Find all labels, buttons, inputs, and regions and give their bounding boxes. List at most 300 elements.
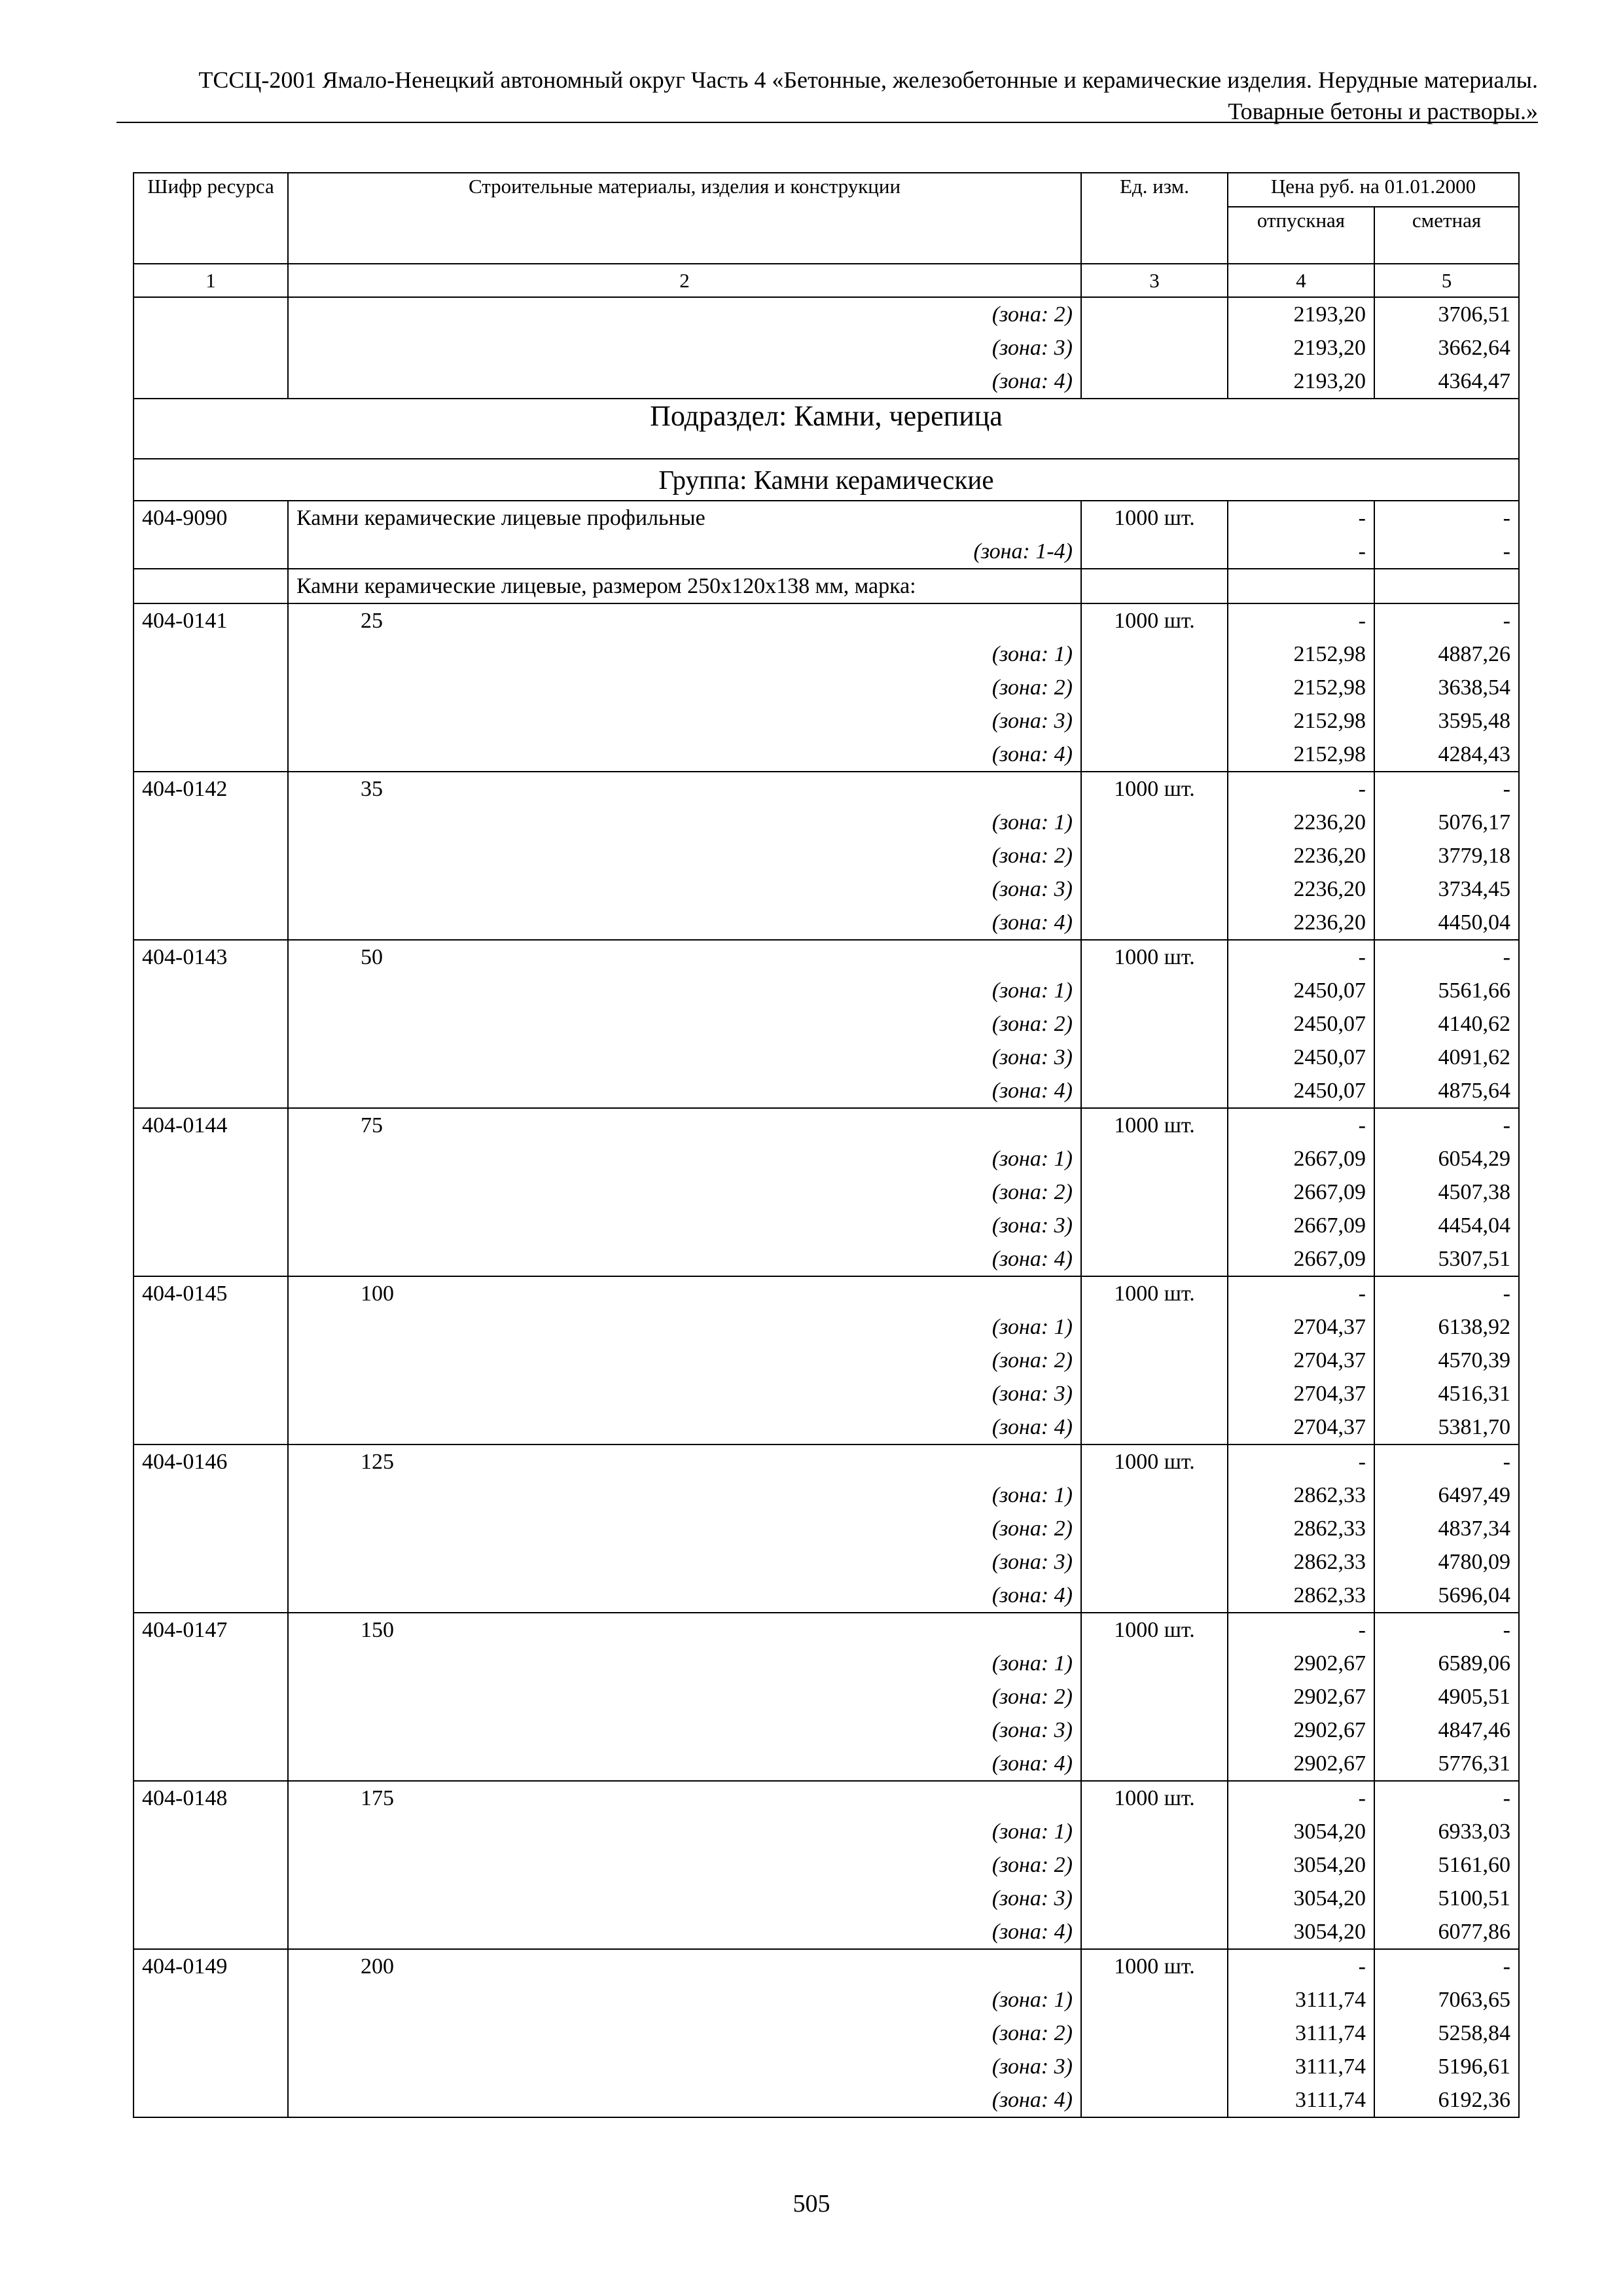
estimate-price: - <box>1374 940 1519 974</box>
release-price: - <box>1228 501 1374 535</box>
zone-label: (зона: 1) <box>288 1142 1081 1175</box>
zone-row <box>134 1680 1519 1713</box>
estimate-price: 4570,39 <box>1374 1344 1519 1377</box>
unit-cell <box>1081 1479 1228 1512</box>
estimate-price: 4140,62 <box>1374 1007 1519 1041</box>
table-row <box>134 501 1519 535</box>
zone-row <box>134 1142 1519 1175</box>
carry-over-row <box>134 365 1519 399</box>
estimate-price: 4450,04 <box>1374 906 1519 940</box>
table-row <box>134 1444 1519 1479</box>
code-cell <box>134 2083 288 2117</box>
zone-label: (зона: 2) <box>288 1680 1081 1713</box>
estimate-price: 4847,46 <box>1374 1713 1519 1747</box>
zone-label: (зона: 3) <box>288 1041 1081 1074</box>
mark-value: 125 <box>288 1444 1081 1479</box>
unit-cell <box>1081 671 1228 704</box>
release-price: - <box>1228 1613 1374 1647</box>
estimate-price: 4284,43 <box>1374 738 1519 772</box>
release-price: 2704,37 <box>1228 1344 1374 1377</box>
unit-cell <box>1081 365 1228 399</box>
estimate-price: 6192,36 <box>1374 2083 1519 2117</box>
release-price: 3054,20 <box>1228 1915 1374 1949</box>
estimate-price: 6497,49 <box>1374 1479 1519 1512</box>
unit-cell <box>1081 906 1228 940</box>
zone-label: (зона: 4) <box>288 906 1081 940</box>
estimate-price: 5196,61 <box>1374 2050 1519 2083</box>
unit-cell <box>1081 1310 1228 1344</box>
zone-label: (зона: 4) <box>288 2083 1081 2117</box>
document-header <box>116 64 1538 127</box>
release-price: 2902,67 <box>1228 1713 1374 1747</box>
zone-label: (зона: 4) <box>288 1915 1081 1949</box>
release-price: 3054,20 <box>1228 1882 1374 1915</box>
release-price: 2862,33 <box>1228 1579 1374 1613</box>
release-price: 2450,07 <box>1228 1041 1374 1074</box>
estimate-price: - <box>1374 1108 1519 1142</box>
group-title: Группа: Камни керамические <box>134 459 1519 501</box>
code-cell <box>134 1479 288 1512</box>
release-price: 2152,98 <box>1228 704 1374 738</box>
zone-row <box>134 1647 1519 1680</box>
unit-cell <box>1081 806 1228 839</box>
zone-label: (зона: 2) <box>288 297 1081 331</box>
release-price: 2152,98 <box>1228 671 1374 704</box>
release-price: 3111,74 <box>1228 2050 1374 2083</box>
code-cell <box>134 1545 288 1579</box>
estimate-price: 5776,31 <box>1374 1747 1519 1781</box>
unit-cell <box>1081 1545 1228 1579</box>
zone-row <box>134 1713 1519 1747</box>
unit-cell: 1000 шт. <box>1081 1444 1228 1479</box>
unit-cell <box>1081 974 1228 1007</box>
unit-cell: 1000 шт. <box>1081 1613 1228 1647</box>
mark-value: 25 <box>288 603 1081 637</box>
release-price: 2667,09 <box>1228 1242 1374 1276</box>
estimate-price: 3779,18 <box>1374 839 1519 872</box>
zone-row <box>134 906 1519 940</box>
unit-cell <box>1081 1848 1228 1882</box>
release-price: 2193,20 <box>1228 331 1374 365</box>
unit-cell: 1000 шт. <box>1081 940 1228 974</box>
table-row <box>134 1276 1519 1310</box>
zone-label: (зона: 4) <box>288 1747 1081 1781</box>
unit-cell <box>1081 2050 1228 2083</box>
release-price: 2152,98 <box>1228 738 1374 772</box>
release-price: - <box>1228 603 1374 637</box>
code-cell <box>134 2050 288 2083</box>
table-row <box>134 1613 1519 1647</box>
zone-row <box>134 1041 1519 1074</box>
resource-code: 404-0149 <box>134 1949 288 1983</box>
unit-cell <box>1081 1410 1228 1444</box>
unit-cell <box>1081 1747 1228 1781</box>
release-price: 2862,33 <box>1228 1545 1374 1579</box>
zone-label: (зона: 2) <box>288 1007 1081 1041</box>
unit-cell <box>1081 1209 1228 1242</box>
estimate-price: 5381,70 <box>1374 1410 1519 1444</box>
release-price: 2193,20 <box>1228 297 1374 331</box>
unit-cell: 1000 шт. <box>1081 501 1228 535</box>
release-price: 2236,20 <box>1228 839 1374 872</box>
zone-label: (зона: 2) <box>288 1175 1081 1209</box>
estimate-price: 3595,48 <box>1374 704 1519 738</box>
code-cell <box>134 1983 288 2017</box>
resource-code: 404-0147 <box>134 1613 288 1647</box>
unit-cell <box>1081 1983 1228 2017</box>
estimate-price: 6054,29 <box>1374 1142 1519 1175</box>
estimate-price: 4364,47 <box>1374 365 1519 399</box>
zone-row <box>134 1545 1519 1579</box>
table-row <box>134 1949 1519 1983</box>
release-price: 2902,67 <box>1228 1680 1374 1713</box>
column-header-release: отпускная <box>1228 207 1374 264</box>
zone-row <box>134 1983 1519 2017</box>
column-header-price: Цена руб. на 01.01.2000 <box>1228 173 1519 207</box>
code-cell <box>134 1310 288 1344</box>
carry-over-row <box>134 297 1519 331</box>
estimate-price: 5696,04 <box>1374 1579 1519 1613</box>
unit-cell: 1000 шт. <box>1081 1781 1228 1815</box>
release-price: 2450,07 <box>1228 1007 1374 1041</box>
unit-cell <box>1081 1007 1228 1041</box>
column-number: 3 <box>1081 264 1228 297</box>
code-cell <box>134 839 288 872</box>
group-row <box>134 459 1519 501</box>
zone-row <box>134 1209 1519 1242</box>
estimate-price: 7063,65 <box>1374 1983 1519 2017</box>
estimate-price <box>1374 569 1519 603</box>
zone-label: (зона: 3) <box>288 1545 1081 1579</box>
unit-cell <box>1081 1882 1228 1915</box>
zone-row <box>134 1074 1519 1108</box>
carry-over-row <box>134 331 1519 365</box>
estimate-price: - <box>1374 501 1519 535</box>
zone-label: (зона: 2) <box>288 839 1081 872</box>
unit-cell <box>1081 1713 1228 1747</box>
release-price: 2704,37 <box>1228 1410 1374 1444</box>
unit-cell <box>1081 738 1228 772</box>
resource-code: 404-0146 <box>134 1444 288 1479</box>
mark-value: 100 <box>288 1276 1081 1310</box>
estimate-price: 5307,51 <box>1374 1242 1519 1276</box>
estimate-price: 3638,54 <box>1374 671 1519 704</box>
code-cell <box>134 2017 288 2050</box>
estimate-price: 6138,92 <box>1374 1310 1519 1344</box>
unit-cell <box>1081 872 1228 906</box>
release-price <box>1228 569 1374 603</box>
release-price: - <box>1228 1108 1374 1142</box>
zone-row <box>134 1344 1519 1377</box>
table-row <box>134 772 1519 806</box>
unit-cell: 1000 шт. <box>1081 603 1228 637</box>
unit-cell <box>1081 2083 1228 2117</box>
estimate-price: - <box>1374 772 1519 806</box>
release-price: 3111,74 <box>1228 2083 1374 2117</box>
estimate-price: 3734,45 <box>1374 872 1519 906</box>
estimate-price: - <box>1374 1949 1519 1983</box>
zone-row <box>134 974 1519 1007</box>
code-cell <box>134 297 288 331</box>
code-cell <box>134 738 288 772</box>
zone-row <box>134 1007 1519 1041</box>
heading-row <box>134 569 1519 603</box>
material-name: Камни керамические лицевые профильные <box>288 501 1081 535</box>
estimate-price: 4454,04 <box>1374 1209 1519 1242</box>
zone-row <box>134 637 1519 671</box>
subsection-title: Подраздел: Камни, черепица <box>134 399 1519 459</box>
zone-row <box>134 2017 1519 2050</box>
code-cell <box>134 704 288 738</box>
release-price: - <box>1228 1276 1374 1310</box>
code-cell <box>134 535 288 569</box>
zone-row <box>134 1310 1519 1344</box>
column-number: 4 <box>1228 264 1374 297</box>
unit-cell <box>1081 637 1228 671</box>
code-cell <box>134 331 288 365</box>
price-table <box>133 172 1520 2118</box>
estimate-price: 4875,64 <box>1374 1074 1519 1108</box>
code-cell <box>134 806 288 839</box>
zone-label: (зона: 2) <box>288 2017 1081 2050</box>
zone-label: (зона: 1) <box>288 1479 1081 1512</box>
column-header-name: Строительные материалы, изделия и конструкции <box>288 173 1081 264</box>
unit-cell <box>1081 569 1228 603</box>
resource-code: 404-0143 <box>134 940 288 974</box>
code-cell <box>134 569 288 603</box>
zone-row <box>134 1242 1519 1276</box>
zone-row <box>134 872 1519 906</box>
resource-code: 404-0142 <box>134 772 288 806</box>
code-cell <box>134 1747 288 1781</box>
release-price: 2902,67 <box>1228 1647 1374 1680</box>
code-cell <box>134 906 288 940</box>
zone-row <box>134 2050 1519 2083</box>
code-cell <box>134 1344 288 1377</box>
zone-row <box>134 1479 1519 1512</box>
code-cell <box>134 1074 288 1108</box>
unit-cell <box>1081 1579 1228 1613</box>
zone-label: (зона: 3) <box>288 2050 1081 2083</box>
estimate-price: - <box>1374 535 1519 569</box>
zone-label: (зона: 1) <box>288 974 1081 1007</box>
estimate-price: - <box>1374 1781 1519 1815</box>
subsection-row <box>134 399 1519 459</box>
unit-cell <box>1081 1512 1228 1545</box>
unit-cell <box>1081 1344 1228 1377</box>
release-price: - <box>1228 1949 1374 1983</box>
unit-cell <box>1081 1142 1228 1175</box>
zone-row <box>134 704 1519 738</box>
code-cell <box>134 1377 288 1410</box>
estimate-price: 4837,34 <box>1374 1512 1519 1545</box>
release-price: 3111,74 <box>1228 2017 1374 2050</box>
unit-cell <box>1081 1680 1228 1713</box>
zone-label: (зона: 1) <box>288 1815 1081 1848</box>
code-cell <box>134 365 288 399</box>
table-row <box>134 603 1519 637</box>
resource-code: 404-0141 <box>134 603 288 637</box>
code-cell <box>134 1007 288 1041</box>
release-price: 2193,20 <box>1228 365 1374 399</box>
zone-row <box>134 839 1519 872</box>
column-number: 2 <box>288 264 1081 297</box>
release-price: - <box>1228 940 1374 974</box>
release-price: 2667,09 <box>1228 1175 1374 1209</box>
release-price: 2862,33 <box>1228 1512 1374 1545</box>
zone-label: (зона: 3) <box>288 331 1081 365</box>
unit-cell <box>1081 704 1228 738</box>
unit-cell <box>1081 1815 1228 1848</box>
zone-label: (зона: 2) <box>288 671 1081 704</box>
release-price: 2902,67 <box>1228 1747 1374 1781</box>
header-rule <box>116 122 1538 123</box>
unit-cell <box>1081 331 1228 365</box>
zone-label: (зона: 3) <box>288 1713 1081 1747</box>
zone-row <box>134 2083 1519 2117</box>
code-cell <box>134 1512 288 1545</box>
column-number: 5 <box>1374 264 1519 297</box>
release-price: 3054,20 <box>1228 1815 1374 1848</box>
column-number: 1 <box>134 264 288 297</box>
estimate-price: 5100,51 <box>1374 1882 1519 1915</box>
table-row <box>134 1108 1519 1142</box>
unit-cell <box>1081 839 1228 872</box>
code-cell <box>134 1041 288 1074</box>
zone-label: (зона: 3) <box>288 1882 1081 1915</box>
code-cell <box>134 1209 288 1242</box>
zone-row <box>134 1815 1519 1848</box>
unit-cell <box>1081 1647 1228 1680</box>
unit-cell <box>1081 1242 1228 1276</box>
release-price: 2152,98 <box>1228 637 1374 671</box>
zone-row <box>134 1512 1519 1545</box>
mark-value: 75 <box>288 1108 1081 1142</box>
code-cell <box>134 1882 288 1915</box>
unit-cell: 1000 шт. <box>1081 772 1228 806</box>
estimate-price: 6933,03 <box>1374 1815 1519 1848</box>
release-price: - <box>1228 1444 1374 1479</box>
zone-label: (зона: 4) <box>288 365 1081 399</box>
zone-row <box>134 1410 1519 1444</box>
code-cell <box>134 1915 288 1949</box>
zone-row <box>134 1175 1519 1209</box>
estimate-price: 4091,62 <box>1374 1041 1519 1074</box>
zone-row <box>134 1915 1519 1949</box>
zone-row <box>134 1579 1519 1613</box>
release-price: 2862,33 <box>1228 1479 1374 1512</box>
zone-label: (зона: 1) <box>288 1310 1081 1344</box>
unit-cell <box>1081 2017 1228 2050</box>
table-header-row <box>134 173 1519 207</box>
release-price: 3054,20 <box>1228 1848 1374 1882</box>
zone-row <box>134 535 1519 569</box>
zone-row <box>134 1377 1519 1410</box>
estimate-price: - <box>1374 1613 1519 1647</box>
code-cell <box>134 1142 288 1175</box>
column-header-unit: Ед. изм. <box>1081 173 1228 264</box>
estimate-price: 5258,84 <box>1374 2017 1519 2050</box>
estimate-price: 3662,64 <box>1374 331 1519 365</box>
estimate-price: 4516,31 <box>1374 1377 1519 1410</box>
release-price: 2236,20 <box>1228 872 1374 906</box>
table-body <box>134 297 1519 2117</box>
resource-code: 404-0144 <box>134 1108 288 1142</box>
code-cell <box>134 1579 288 1613</box>
zone-label: (зона: 3) <box>288 704 1081 738</box>
release-price: 2450,07 <box>1228 1074 1374 1108</box>
estimate-price: 5161,60 <box>1374 1848 1519 1882</box>
column-number-row <box>134 264 1519 297</box>
mark-value: 35 <box>288 772 1081 806</box>
zone-label: (зона: 1) <box>288 806 1081 839</box>
estimate-price: 4887,26 <box>1374 637 1519 671</box>
code-cell <box>134 1242 288 1276</box>
release-price: 2236,20 <box>1228 806 1374 839</box>
zone-label: (зона: 3) <box>288 1209 1081 1242</box>
mark-value: 150 <box>288 1613 1081 1647</box>
estimate-price: 6589,06 <box>1374 1647 1519 1680</box>
resource-code: 404-0148 <box>134 1781 288 1815</box>
code-cell <box>134 671 288 704</box>
zone-label: (зона: 4) <box>288 1410 1081 1444</box>
zone-label: (зона: 4) <box>288 1074 1081 1108</box>
header-title-line-2: Товарные бетоны и растворы.» <box>1228 98 1538 124</box>
estimate-price: 4780,09 <box>1374 1545 1519 1579</box>
release-price: 2667,09 <box>1228 1142 1374 1175</box>
mark-value: 175 <box>288 1781 1081 1815</box>
zone-row <box>134 671 1519 704</box>
zone-label: (зона: 3) <box>288 1377 1081 1410</box>
release-price: 2450,07 <box>1228 974 1374 1007</box>
estimate-price: 5076,17 <box>1374 806 1519 839</box>
mark-value: 200 <box>288 1949 1081 1983</box>
code-cell <box>134 1713 288 1747</box>
code-cell <box>134 872 288 906</box>
release-price: 3111,74 <box>1228 1983 1374 2017</box>
mark-value: 50 <box>288 940 1081 974</box>
facing-heading: Камни керамические лицевые, размером 250х120х138 мм, марка: <box>288 569 1081 603</box>
zone-label: (зона: 1-4) <box>288 535 1081 569</box>
code-cell <box>134 637 288 671</box>
column-header-code: Шифр ресурса <box>134 173 288 264</box>
table-row <box>134 1781 1519 1815</box>
zone-row <box>134 1747 1519 1781</box>
estimate-price: 5561,66 <box>1374 974 1519 1007</box>
code-cell <box>134 1680 288 1713</box>
unit-cell <box>1081 1041 1228 1074</box>
resource-code: 404-0145 <box>134 1276 288 1310</box>
zone-label: (зона: 1) <box>288 1983 1081 2017</box>
table-row <box>134 940 1519 974</box>
unit-cell: 1000 шт. <box>1081 1108 1228 1142</box>
zone-row <box>134 1882 1519 1915</box>
estimate-price: 3706,51 <box>1374 297 1519 331</box>
unit-cell <box>1081 1175 1228 1209</box>
zone-row <box>134 1848 1519 1882</box>
zone-label: (зона: 2) <box>288 1512 1081 1545</box>
estimate-price: - <box>1374 1276 1519 1310</box>
unit-cell: 1000 шт. <box>1081 1276 1228 1310</box>
release-price: 2667,09 <box>1228 1209 1374 1242</box>
unit-cell: 1000 шт. <box>1081 1949 1228 1983</box>
zone-label: (зона: 2) <box>288 1344 1081 1377</box>
estimate-price: 4507,38 <box>1374 1175 1519 1209</box>
zone-label: (зона: 4) <box>288 1242 1081 1276</box>
unit-cell <box>1081 1377 1228 1410</box>
code-cell <box>134 1848 288 1882</box>
code-cell <box>134 1647 288 1680</box>
